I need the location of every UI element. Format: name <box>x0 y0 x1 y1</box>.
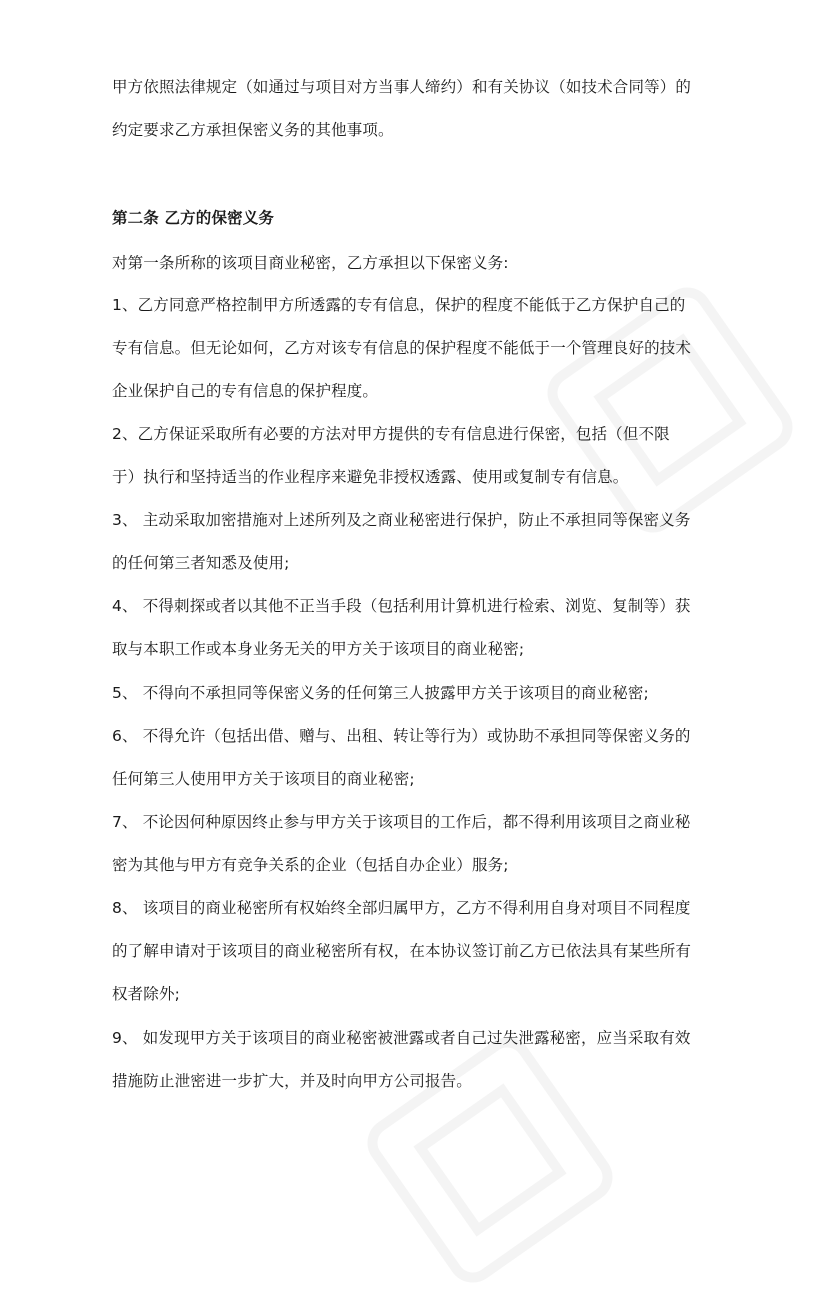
item-8-line: 的了解申请对于该项目的商业秘密所有权，在本协议签订前乙方已依法具有某些所有 <box>112 942 692 960</box>
item-3-line: 3、 主动采取加密措施对上述所列及之商业秘密进行保护，防止不承担同等保密义务 <box>112 511 691 529</box>
item-8-line: 权者除外; <box>112 985 180 1003</box>
item-4-line: 4、 不得刺探或者以其他不正当手段（包括利用计算机进行检索、浏览、复制等）获 <box>112 597 691 615</box>
section-heading: 第二条 乙方的保密义务 <box>112 209 275 227</box>
item-9-line: 9、 如发现甲方关于该项目的商业秘密被泄露或者自己过失泄露秘密，应当采取有效 <box>112 1029 691 1047</box>
item-5-line: 5、 不得向不承担同等保密义务的任何第三人披露甲方关于该项目的商业秘密; <box>112 684 649 702</box>
intro-paragraph-line: 约定要求乙方承担保密义务的其他事项。 <box>112 121 394 139</box>
item-1-line: 专有信息。但无论如何，乙方对该专有信息的保护程度不能低于一个管理良好的技术 <box>112 339 692 357</box>
item-2-line: 2、乙方保证采取所有必要的方法对甲方提供的专有信息进行保密，包括（但不限 <box>112 425 670 443</box>
item-1-line: 1、乙方同意严格控制甲方所透露的专有信息，保护的程度不能低于乙方保护自己的 <box>112 296 686 314</box>
item-1-line: 企业保护自己的专有信息的保护程度。 <box>112 382 379 400</box>
item-7-line: 7、 不论因何种原因终止参与甲方关于该项目的工作后，都不得利用该项目之商业秘 <box>112 813 691 831</box>
item-9-line: 措施防止泄密进一步扩大，并及时向甲方公司报告。 <box>112 1072 472 1090</box>
section-intro: 对第一条所称的该项目商业秘密，乙方承担以下保密义务: <box>112 254 509 272</box>
item-4-line: 取与本职工作或本身业务无关的甲方关于该项目的商业秘密; <box>112 640 525 658</box>
item-6-line: 任何第三人使用甲方关于该项目的商业秘密; <box>112 770 415 788</box>
item-3-line: 的任何第三者知悉及使用; <box>112 554 290 572</box>
item-2-line: 于）执行和坚持适当的作业程序来避免非授权透露、使用或复制专有信息。 <box>112 468 629 486</box>
intro-paragraph-line: 甲方依照法律规定（如通过与项目对方当事人缔约）和有关协议（如技术合同等）的 <box>112 78 692 96</box>
item-7-line: 密为其他与甲方有竞争关系的企业（包括自办企业）服务; <box>112 856 509 874</box>
watermark-logo <box>337 1007 643 1313</box>
item-8-line: 8、 该项目的商业秘密所有权始终全部归属甲方，乙方不得利用自身对项目不同程度 <box>112 899 691 917</box>
item-6-line: 6、 不得允许（包括出借、赠与、出租、转让等行为）或协助不承担同等保密义务的 <box>112 727 691 745</box>
